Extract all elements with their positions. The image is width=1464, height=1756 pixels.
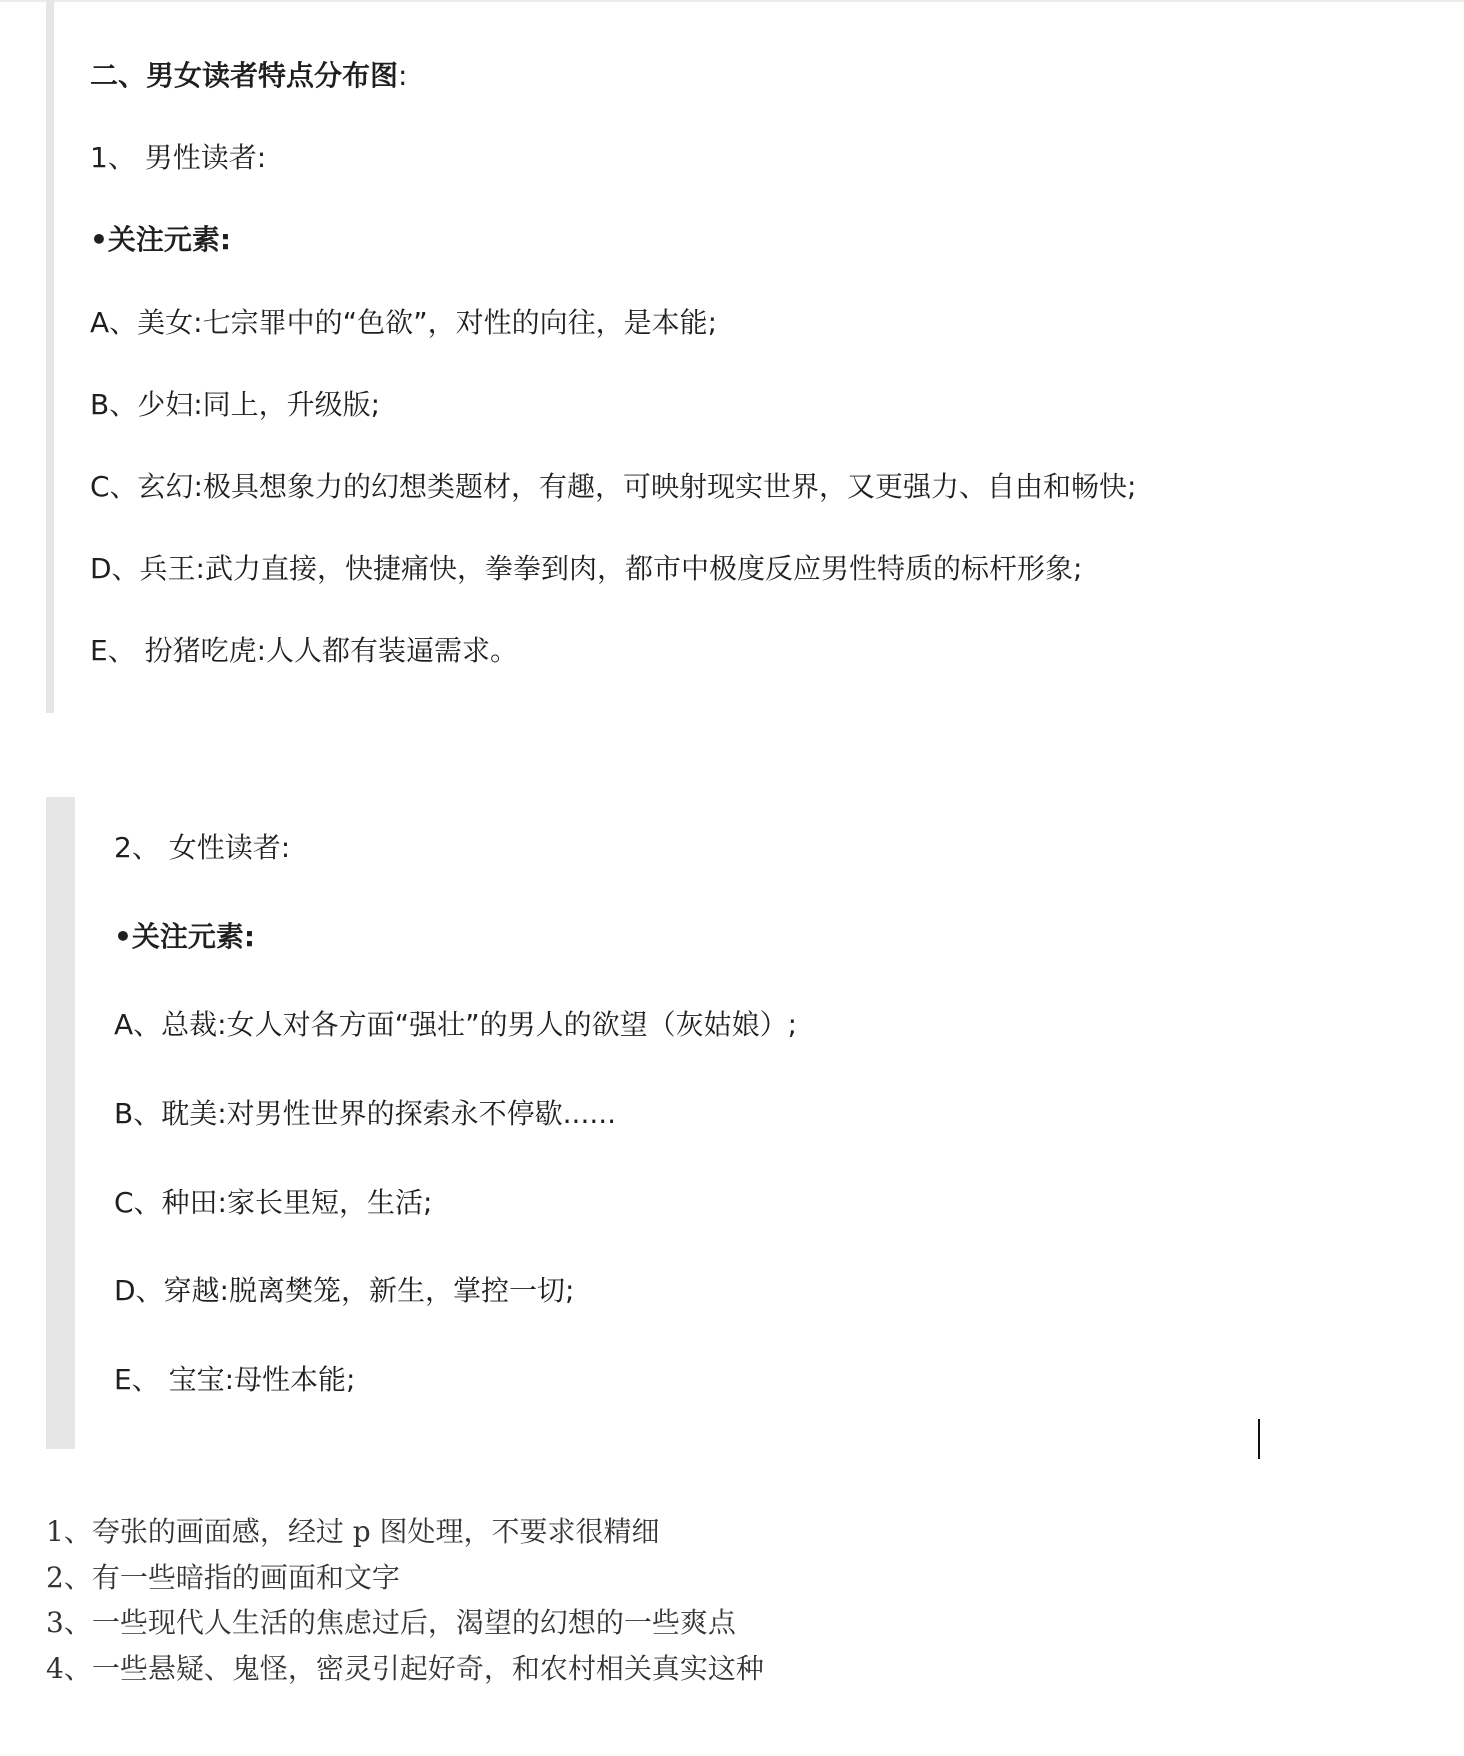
female-item-c: C、种田:家长里短，生活; xyxy=(114,1186,433,1219)
note-item-4: 4、一些悬疑、鬼怪，密灵引起好奇，和农村相关真实这种 xyxy=(46,1652,764,1685)
note-item-1: 1、夸张的画面感，经过 p 图处理，不要求很精细 xyxy=(46,1515,660,1548)
text-cursor xyxy=(1258,1419,1260,1459)
male-item-a: A、美女:七宗罪中的“色欲”，对性的向往，是本能; xyxy=(90,306,718,339)
female-item-b: B、耽美:对男性世界的探索永不停歇...... xyxy=(114,1097,617,1130)
male-item-e: E、 扮猪吃虎:人人都有装逼需求。 xyxy=(90,634,519,667)
quote-block-male-readers xyxy=(46,0,1166,713)
note-item-3: 3、一些现代人生活的焦虑过后，渴望的幻想的一些爽点 xyxy=(46,1606,736,1639)
male-item-d: D、兵王:武力直接，快捷痛快，拳拳到肉，都市中极度反应男性特质的标杆形象; xyxy=(90,552,1083,585)
male-item-b: B、少妇:同上，升级版; xyxy=(90,388,381,421)
note-item-2: 2、有一些暗指的画面和文字 xyxy=(46,1561,400,1594)
female-readers-title: 2、 女性读者: xyxy=(114,831,291,864)
female-item-e: E、 宝宝:母性本能; xyxy=(114,1363,356,1396)
female-focus-label: •关注元素: xyxy=(114,920,256,953)
section-heading xyxy=(90,58,407,94)
section-heading-colon: : xyxy=(398,59,408,92)
section-heading-text: 二、男女读者特点分布图 xyxy=(90,59,399,92)
male-readers-title: 1、 男性读者: xyxy=(90,141,267,174)
male-item-c: C、玄幻:极具想象力的幻想类题材，有趣，可映射现实世界，又更强力、自由和畅快; xyxy=(90,470,1137,503)
quote-bar xyxy=(46,0,54,713)
female-item-d: D、穿越:脱离樊笼，新生，掌控一切; xyxy=(114,1274,575,1307)
quote-bar xyxy=(46,797,75,1449)
female-item-a: A、总裁:女人对各方面“强壮”的男人的欲望（灰姑娘）; xyxy=(114,1008,798,1041)
male-focus-label: •关注元素: xyxy=(90,223,232,256)
